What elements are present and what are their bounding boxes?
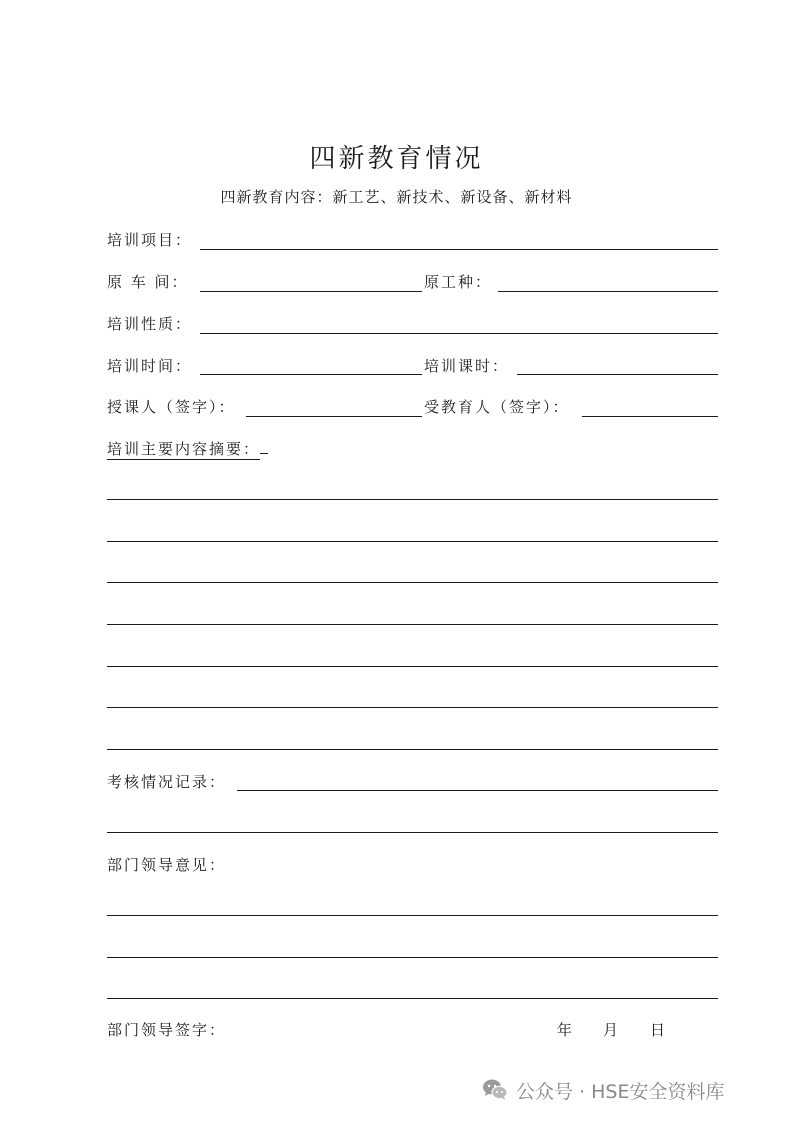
trainee-signature-label: 受教育人（签字）： [424, 398, 570, 416]
training-time-line[interactable] [200, 374, 422, 375]
summary-line[interactable] [107, 749, 718, 750]
watermark-text: 公众号 · HSE安全资料库 [516, 1080, 725, 1103]
lecturer-signature-label: 授课人（签字）： [107, 398, 236, 416]
date-day: 日 [650, 1021, 666, 1039]
date-year: 年 [557, 1021, 573, 1039]
department-opinion-label: 部门领导意见： [107, 856, 227, 874]
training-nature-line[interactable] [200, 333, 718, 334]
training-hours-label: 培训课时： [424, 357, 510, 375]
department-signature-label: 部门领导签字： [107, 1021, 227, 1039]
training-nature-label: 培训性质： [107, 315, 193, 333]
training-project-label: 培训项目： [107, 231, 193, 249]
assessment-line-2[interactable] [107, 832, 718, 833]
training-hours-line[interactable] [517, 374, 718, 375]
summary-line[interactable] [107, 499, 718, 500]
training-time-label: 培训时间： [107, 357, 193, 375]
trade-label: 原工种： [424, 273, 493, 291]
summary-line[interactable] [107, 707, 718, 708]
page-title: 四新教育情况 [309, 144, 484, 174]
workshop-label: 原 车 间： [107, 273, 189, 291]
workshop-line[interactable] [200, 291, 422, 292]
training-summary-text: 培训主要内容摘要： [107, 440, 261, 458]
summary-line[interactable] [107, 541, 718, 542]
opinion-line[interactable] [107, 915, 718, 916]
summary-line[interactable] [107, 582, 718, 583]
assessment-line[interactable] [237, 790, 718, 791]
trainee-signature-line[interactable] [582, 416, 718, 417]
opinion-line[interactable] [107, 957, 718, 958]
lecturer-signature-line[interactable] [246, 416, 422, 417]
opinion-line[interactable] [107, 998, 718, 999]
training-project-line[interactable] [200, 249, 718, 250]
assessment-label: 考核情况记录： [107, 773, 227, 791]
page-subtitle: 四新教育内容：新工艺、新技术、新设备、新材料 [220, 188, 573, 206]
training-summary-label [107, 439, 268, 459]
watermark [482, 1074, 724, 1106]
wechat-icon [482, 1078, 508, 1102]
trade-line[interactable] [498, 291, 718, 292]
summary-line[interactable] [107, 666, 718, 667]
summary-line[interactable] [107, 624, 718, 625]
date-month: 月 [603, 1021, 619, 1039]
